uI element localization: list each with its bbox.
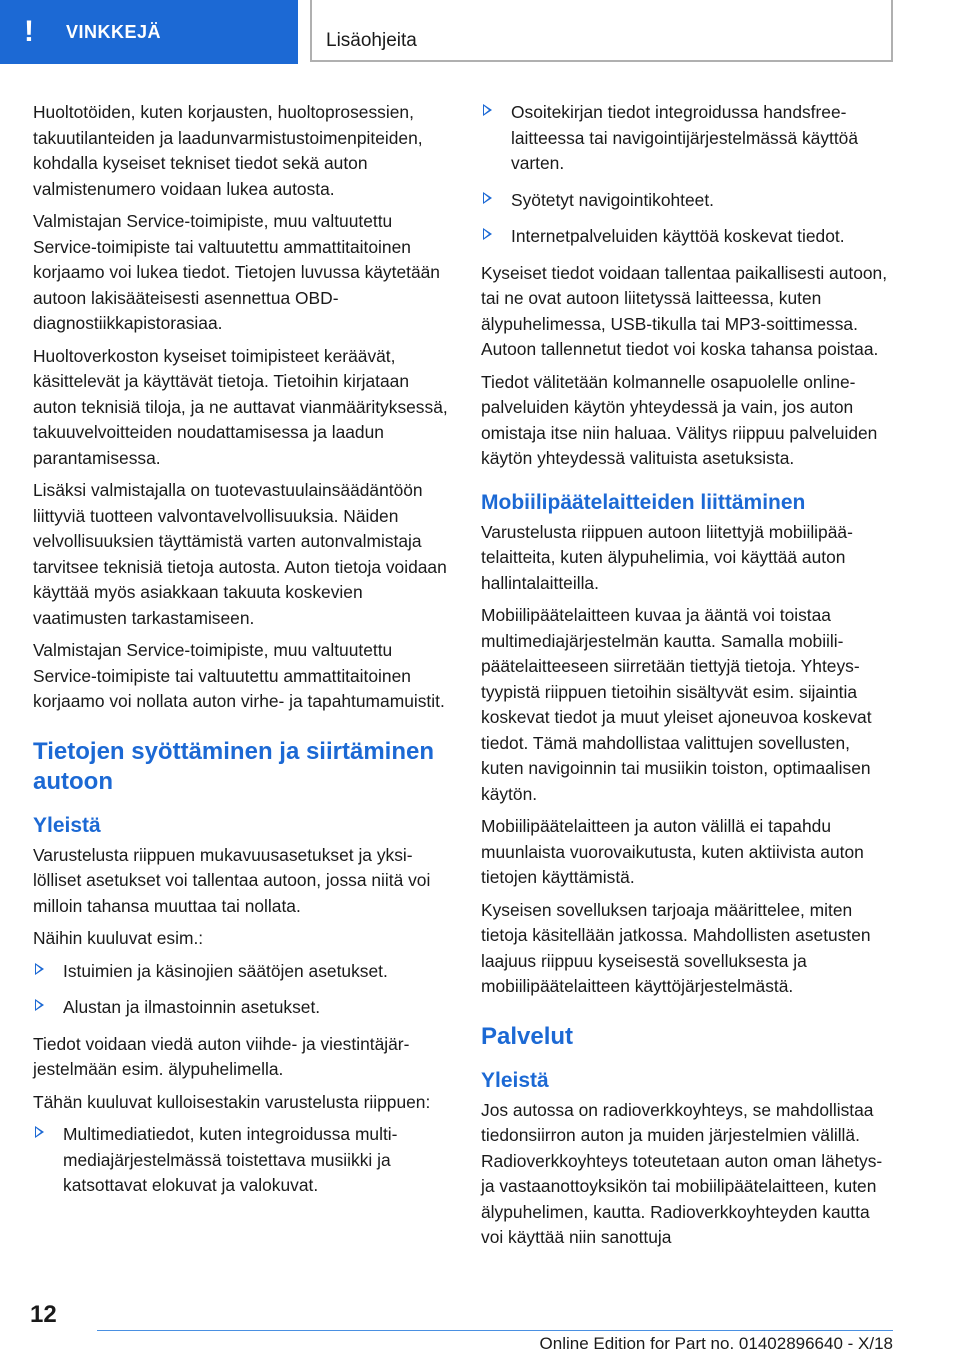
subsection-heading: Mobiilipäätelaitteiden liittäminen — [481, 490, 806, 514]
triangle-bullet-icon — [483, 104, 492, 116]
list-item-text: Syötetyt navigointikohteet. — [511, 189, 715, 210]
triangle-bullet-icon — [483, 228, 492, 240]
header-section-box — [310, 0, 893, 62]
warning-icon: ! — [24, 15, 34, 48]
subsection-heading: Yleistä — [481, 1068, 549, 1092]
list-item-text: Osoitekirjan tiedot integroidussa handsfree-laitteessa tai navigointijärjestelmässä käyttöä varten. — [511, 102, 859, 173]
header-section-title: Lisäohjeita — [326, 30, 417, 51]
bullet-list — [33, 959, 448, 1021]
left-column — [33, 100, 448, 1210]
list-item-text: Multimediatiedot, kuten integroidussa multimediajärjestelmässä toistettava musiikki ja katsottavat elokuvat ja valokuvat. — [63, 1124, 398, 1195]
triangle-bullet-icon — [35, 1126, 44, 1138]
page-number: 12 — [30, 1301, 57, 1328]
paragraph: Lisäksi valmistajalla on tuotevastuulainsäädäntöön liittyviä tuotteen valvontavelvollisuuksia. Näiden velvollisuuksien täyttämistä varten autonvalmistaja tarvitsee teknisiä tietoja autosta. Auton tietoja voidaan käyttää myös asiakkaan takuuta koskevien vaatimusten tarkastamiseen. — [33, 480, 447, 628]
list-item — [33, 959, 448, 985]
paragraph: Kyseisen sovelluksen tarjoaja määrittelee, miten tietoja käsitellään jatkossa. Mahdollisten asetusten laajuus riippuu kyseisestä sovelluksesta ja mobiilipäätelaitteen käyttöjärjestelmästä. — [481, 899, 871, 996]
list-item-text: Istuimien ja käsinojien säätöjen asetukset. — [63, 960, 388, 981]
paragraph: Tiedot voidaan viedä auton viihde- ja viestintäjärjestelmään esim. älypuhelimella. — [33, 1033, 410, 1079]
paragraph: Tiedot välitetään kolmannelle osapuolelle online-palveluiden käytön yhteydessä ja vain, jos auton omistaja itse niin haluaa. Välitys riippuu palveluiden käytön yhteydessä valituista asetuksista. — [481, 371, 878, 468]
list-item-text: Alustan ja ilmastoinnin asetukset. — [63, 997, 321, 1017]
section-heading: Tietojen syöttäminen ja siirtäminen autoon — [33, 737, 434, 795]
triangle-bullet-icon — [35, 999, 44, 1011]
paragraph: Valmistajan Service-toimipiste, muu valtuutettu Service-toimipiste tai valtuutettu ammattitaitoinen korjaamo voi lukea tiedot. Tietojen luvussa käytetään autoon lakisääteisesti asennettua OBD-diagnostiikkapistorasiaa. — [33, 211, 440, 333]
paragraph: Huoltotöiden, kuten korjausten, huoltoprosessien, takuutilanteiden ja laadunvarmistustoimenpiteiden, kohdalla kyseiset tekniset tiedot sekä auton valmistenumero voidaan lukea autosta. — [33, 102, 423, 199]
triangle-bullet-icon — [483, 192, 492, 204]
right-column — [481, 100, 896, 1258]
bullet-list — [481, 100, 896, 250]
bullet-list — [33, 1122, 448, 1199]
paragraph: Varustelusta riippuen autoon liitettyjä mobiilipäätelaitteita, kuten älypuhelimia, voi käyttää auton hallintalaitteilla. — [481, 521, 853, 593]
subsection-heading: Yleistä — [33, 813, 101, 837]
list-item — [481, 224, 896, 250]
list-item — [481, 188, 896, 214]
paragraph: Kyseiset tiedot voidaan tallentaa paikallisesti autoon, tai ne ovat autoon liitetyssä laitteessa, kuten älypuhelimessa, USB-tikulla tai MP3-soittimessa. Autoon tallennetut tiedot voi koska tahansa poistaa. — [481, 262, 888, 359]
triangle-bullet-icon — [35, 963, 44, 975]
list-item — [33, 1122, 448, 1199]
header-tab-label: VINKKEJÄ — [66, 21, 162, 42]
paragraph: Huoltoverkoston kyseiset toimipisteet keräävät, käsittelevät ja käyttävät tietoja. Tietoihin kirjataan auton teknisiä tiloja, ja ne auttavat vianmäärityksessä, takuuvelvoitteiden noudattamisessa ja laadun parantamisessa. — [33, 345, 448, 468]
paragraph: Valmistajan Service-toimipiste, muu valtuutettu Service-toimipiste tai valtuutettu ammattitaitoinen korjaamo voi nollata auton virhe- ja tapahtumamuistit. — [33, 640, 445, 711]
paragraph: Näihin kuuluvat esim.: — [33, 928, 204, 948]
list-item-text: Internetpalveluiden käyttöä koskevat tiedot. — [511, 226, 845, 246]
footer-edition-text: Online Edition for Part no. 01402896640 - X/18 — [539, 1334, 893, 1353]
section-heading: Palvelut — [481, 1022, 574, 1050]
list-item — [33, 995, 448, 1021]
paragraph: Mobiilipäätelaitteen kuvaa ja ääntä voi toistaa multimediajärjestelmän kautta. Samalla mobiilipäätelaitteeseen siirretään tiettyjä tietoja. Yhteystyypistä riippuen tietoihin sisältyvät esim. sijaintia koskevat tiedot ja muut yleiset ajoneuvoa koskevat tiedot. Tämä mahdollistaa valittujen sovellusten, kuten navigoinnin tai musiikin toiston, optimaalisen käytön. — [481, 605, 872, 804]
paragraph: Mobiilipäätelaitteen ja auton välillä ei tapahdu muunlaista vuorovaikutusta, kuten aktiivista auton tietojen käyttämistä. — [481, 816, 864, 887]
header-tab — [0, 0, 298, 64]
paragraph: Tähän kuuluvat kulloisestakin varustelusta riippuen: — [33, 1091, 431, 1112]
list-item — [481, 100, 896, 177]
paragraph: Jos autossa on radioverkkoyhteys, se mahdollistaa tiedonsiirron auton ja muiden järjestelmien välillä. Radioverkkoyhteys toteutetaan auton oman lähetys- ja vastaanottoyksikön tai mobiilipäätelaitteen, kuten älypuhelimen, kautta. Radioverkkoyhteyden kautta voi käyttää niin sanottuja — [481, 1099, 883, 1247]
paragraph: Varustelusta riippuen mukavuusasetukset ja yksilölliset asetukset voi tallentaa autoon, jossa niitä voi milloin tahansa muuttaa tai nollata. — [33, 844, 431, 916]
footer-divider — [97, 1330, 893, 1331]
